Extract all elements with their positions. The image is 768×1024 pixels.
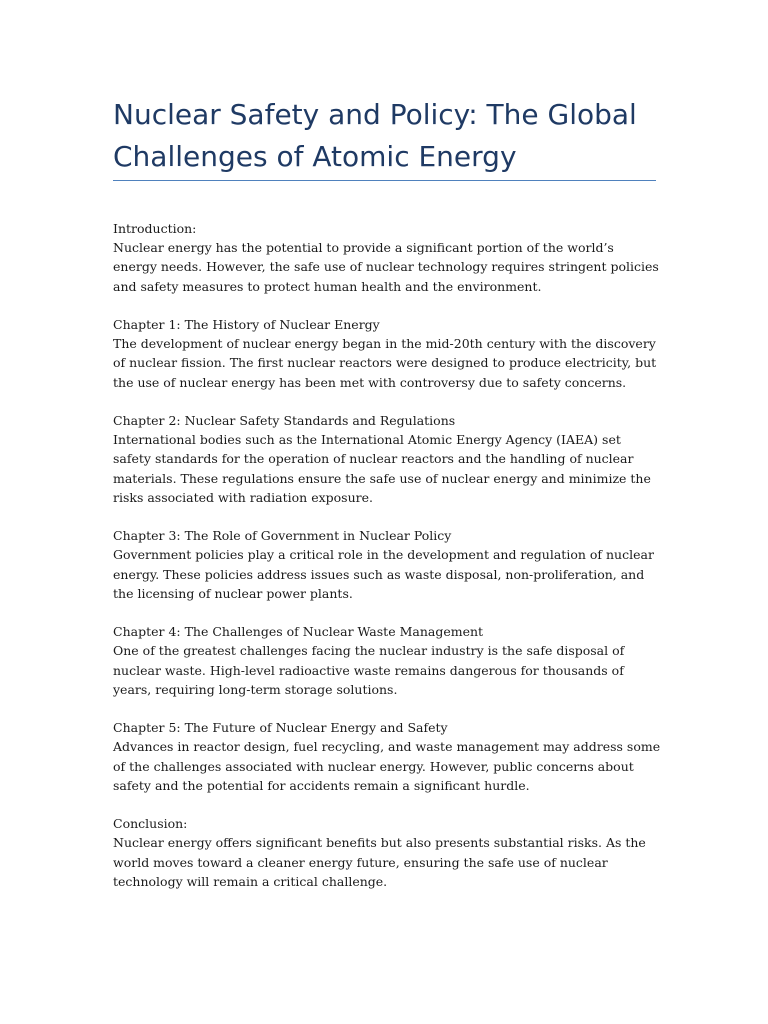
- section-paragraph: The development of nuclear energy began in the mid-20th century with the discovery of nuclear fission. The first nuclear reactors were designed to produce electricity, but the use of nuclear energy has been met with controversy due to safety concerns.: [113, 336, 657, 390]
- section-heading: Introduction:: [113, 221, 197, 236]
- section-heading: Chapter 3: The Role of Government in Nuclear Policy: [113, 528, 452, 544]
- document-body: [113, 219, 661, 910]
- section-conclusion: [113, 814, 661, 891]
- title-divider: [113, 180, 656, 181]
- section-paragraph: Advances in reactor design, fuel recycling, and waste management may address some of the challenges associated with nuclear energy. However, public concerns about safety and the potential for accidents remain a significant hurdle.: [113, 739, 661, 793]
- section-heading: Chapter 1: The History of Nuclear Energy: [113, 317, 380, 332]
- section-paragraph: Government policies play a critical role in the development and regulation of nuclear energy. These policies address issues such as waste disposal, non-proliferation, and the licensing of nuclear power plants.: [113, 547, 654, 601]
- section-introduction: [113, 219, 661, 296]
- section-paragraph: Nuclear energy has the potential to provide a significant portion of the world’s energy needs. However, the safe use of nuclear technology requires stringent policies and safety measures to protect human health and the environment.: [113, 240, 659, 294]
- section-paragraph: One of the greatest challenges facing the nuclear industry is the safe disposal of nuclear waste. High-level radioactive waste remains dangerous for thousands of years, requiring long-term storage solutions.: [113, 643, 625, 697]
- section-heading: Chapter 4: The Challenges of Nuclear Waste Management: [113, 624, 484, 640]
- section-heading: Chapter 2: Nuclear Safety Standards and Regulations: [113, 413, 456, 428]
- section-chapter-3: [113, 526, 661, 603]
- section-paragraph: International bodies such as the International Atomic Energy Agency (IAEA) set safety standards for the operation of nuclear reactors and the handling of nuclear materials. These regulations ensure the safe use of nuclear energy and minimize the risks associated with radiation exposure.: [113, 432, 651, 505]
- section-chapter-1: [113, 315, 661, 392]
- section-paragraph: Nuclear energy offers significant benefits but also presents substantial risks. As the world moves toward a cleaner energy future, ensuring the safe use of nuclear technology will remain a critical challenge.: [113, 835, 646, 889]
- section-chapter-5: [113, 718, 661, 795]
- section-chapter-4: [113, 622, 661, 699]
- section-heading: Chapter 5: The Future of Nuclear Energy and Safety: [113, 720, 448, 736]
- section-chapter-2: [113, 411, 661, 507]
- document-title: Nuclear Safety and Policy: The Global Challenges of Atomic Energy: [113, 98, 637, 173]
- section-heading: Conclusion:: [113, 816, 188, 832]
